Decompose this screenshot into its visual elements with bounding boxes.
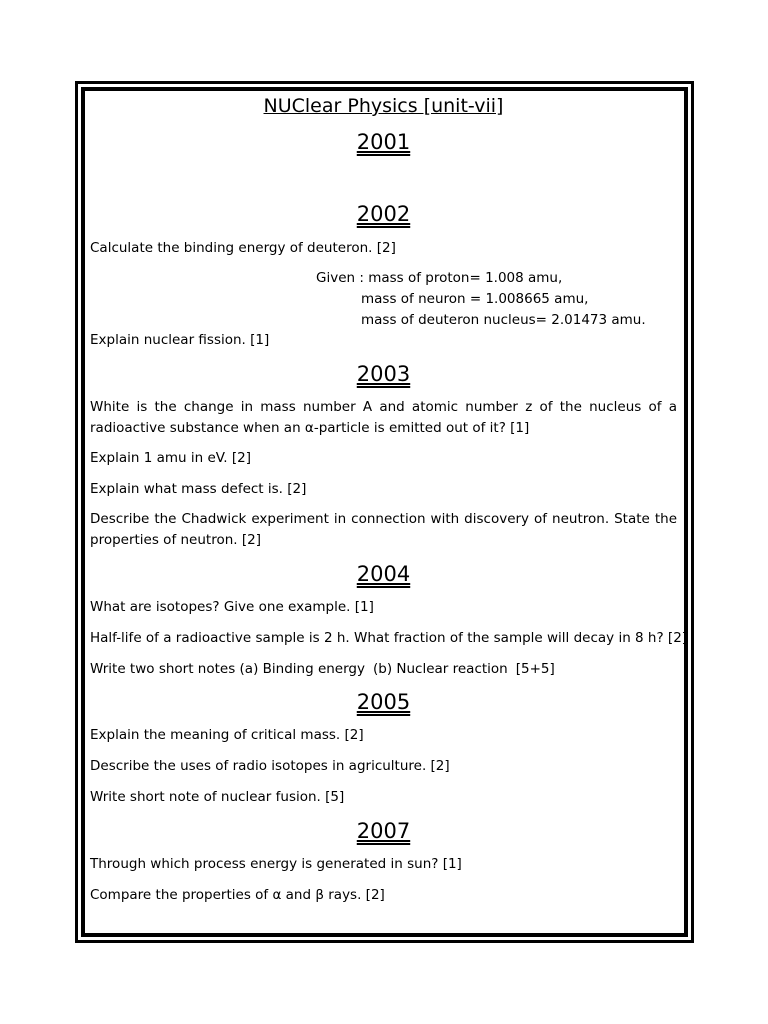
question-2004-2: Half-life of a radioactive sample is 2 h. What fraction of the sample will decay in 8 h? [2] [90, 630, 688, 646]
question-2004-3 [90, 659, 677, 680]
year-heading-2007: 2007 [356, 819, 411, 843]
given-deuteron-mass: mass of deuteron nucleus= 2.01473 amu. [361, 312, 646, 328]
question-2004-3-marks: [5+5] [515, 661, 555, 677]
question-2004-3-part-b: (b) Nuclear reaction [372, 661, 508, 677]
question-2005-3: Write short note of nuclear fusion. [5] [90, 789, 345, 805]
question-2003-3: Explain what mass defect is. [2] [90, 481, 307, 497]
page-title: NUClear Physics [unit-vii] [263, 95, 504, 117]
question-2002-1: Calculate the binding energy of deuteron. [2] [90, 240, 396, 256]
question-2005-1: Explain the meaning of critical mass. [2] [90, 727, 364, 743]
year-heading-2005: 2005 [356, 690, 411, 714]
question-2003-2: Explain 1 amu in eV. [2] [90, 450, 251, 466]
year-heading-2001: 2001 [356, 130, 411, 154]
question-2005-2: Describe the uses of radio isotopes in agriculture. [2] [90, 758, 450, 774]
year-heading-2003: 2003 [356, 362, 411, 386]
question-2004-3-part-a: Write two short notes (a) Binding energy [90, 661, 365, 677]
question-2002-2: Explain nuclear fission. [1] [90, 332, 270, 348]
given-proton-mass: Given : mass of proton= 1.008 amu, [316, 270, 563, 286]
question-2007-1: Through which process energy is generated in sun? [1] [90, 856, 462, 872]
given-neutron-mass: mass of neuron = 1.008665 amu, [361, 291, 589, 307]
question-2003-1: White is the change in mass number A and atomic number z of the nucleus of a radioactive substance when an α-particle is emitted out of it? [1] [90, 399, 677, 436]
question-2003-4: Describe the Chadwick experiment in connection with discovery of neutron. State the properties of neutron. [2] [90, 511, 677, 548]
question-2004-1: What are isotopes? Give one example. [1] [90, 599, 374, 615]
question-2007-2: Compare the properties of α and β rays. [2] [90, 887, 385, 903]
year-heading-2004: 2004 [356, 562, 411, 586]
year-heading-2002: 2002 [356, 202, 411, 226]
